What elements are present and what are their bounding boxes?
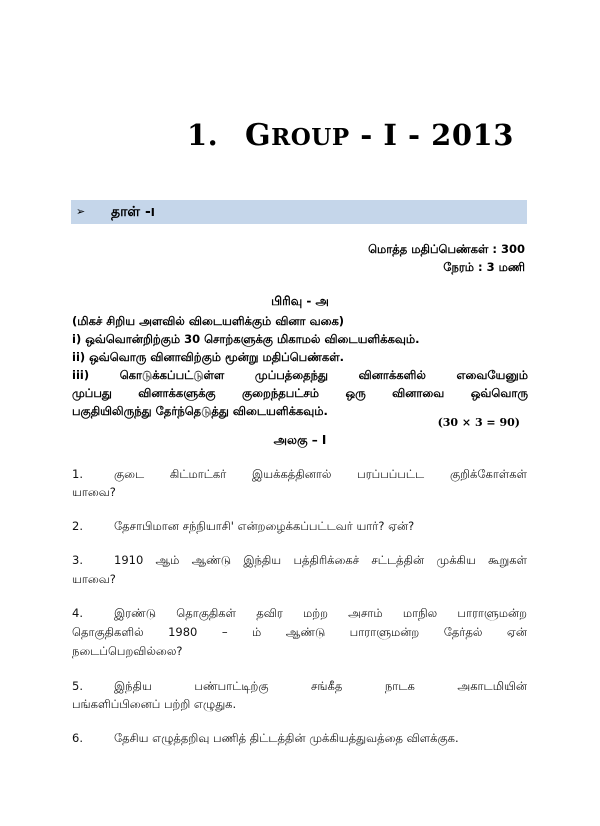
section-label-suffix: I [150, 206, 155, 219]
question-line [72, 606, 527, 622]
question-line [72, 679, 527, 695]
section-header-bar [71, 200, 527, 224]
marks-formula: (30 × 3 = 90) [437, 416, 520, 429]
chapter-number: 1. [187, 118, 219, 152]
question-line: யாவை? [72, 485, 116, 499]
part-subtitle: (மிகச் சிறிய அளவில் விடையளிக்கும் வினா வகை) [72, 314, 345, 328]
question-line [72, 467, 527, 483]
instruction-line: iii) கொடுக்கப்பட்டுள்ள முப்பத்தைந்து வினாக்களில் எவையேனும் [72, 368, 528, 382]
unit-title: அலகு – I [273, 433, 327, 447]
chapter-title-suffix: - I - 2013 [349, 118, 514, 152]
question-line [72, 553, 527, 569]
instruction-line: ii) ஒவ்வொரு வினாவிற்கும் மூன்று மதிப்பெண்கள். [72, 350, 344, 364]
instruction-line: முப்பது வினாக்களுக்கு குறைந்தபட்சம் ஒரு வினாவை ஒவ்வொரு [72, 386, 528, 400]
question-number: 6. [72, 731, 83, 745]
question-text: இரண்டு தொகுதிகள் தவிர மற்ற அசாம் மாநில பாராளுமன்ற [114, 606, 527, 620]
chapter-title [187, 118, 514, 153]
chapter-title-initial: G [245, 118, 272, 153]
section-label-text: தாள் - [111, 204, 151, 220]
question-number: 4. [72, 606, 83, 620]
part-title: பிரிவு - அ [271, 294, 329, 308]
exam-time: நேரம் : 3 மணி [443, 260, 525, 274]
question-number: 1. [72, 467, 83, 481]
question-line [72, 519, 527, 535]
question-text: 1910 ஆம் ஆண்டு இந்திய பத்திரிக்கைச் சட்டத்தின் முக்கிய கூறுகள் [114, 553, 527, 567]
question-line: பங்களிப்பினைப் பற்றி எழுதுக. [72, 697, 237, 711]
question-number: 3. [72, 553, 83, 567]
instruction-line: பகுதியிலிருந்து தேர்ந்தெடுத்து விடையளிக்கவும். [72, 404, 328, 418]
instruction-line: i) ஒவ்வொன்றிற்கும் 30 சொற்களுக்கு மிகாமல் விடையளிக்கவும். [72, 332, 420, 346]
chapter-title-rest: ROUP [271, 124, 350, 151]
question-text: இந்திய பண்பாட்டிற்கு சங்கீத நாடக அகாடமியின் [114, 679, 527, 693]
question-text: தேசாபிமான சந்நியாசி' என்றழைக்கப்பட்டவர் யார்? ஏன்? [114, 519, 415, 533]
section-label [111, 201, 155, 224]
question-text: தேசிய எழுத்தறிவு பணித் திட்டத்தின் முக்கியத்துவத்தை விளக்குக. [114, 731, 459, 745]
question-line: தொகுதிகளில் 1980 – ம் ஆண்டு பாராளுமன்ற தேர்தல் ஏன் [72, 625, 527, 639]
total-marks: மொத்த மதிப்பெண்கள் : 300 [368, 242, 525, 256]
arrow-bullet-icon: ➢ [76, 205, 86, 218]
question-number: 5. [72, 679, 83, 693]
question-line [72, 731, 527, 747]
question-line: யாவை? [72, 572, 116, 586]
question-number: 2. [72, 519, 83, 533]
question-text: குடை கிட்மாட்கர் இயக்கத்தினால் பரப்பப்பட்ட குறிக்கோள்கள் [114, 467, 527, 481]
question-line: நடைப்பெறவில்லை? [72, 644, 183, 658]
